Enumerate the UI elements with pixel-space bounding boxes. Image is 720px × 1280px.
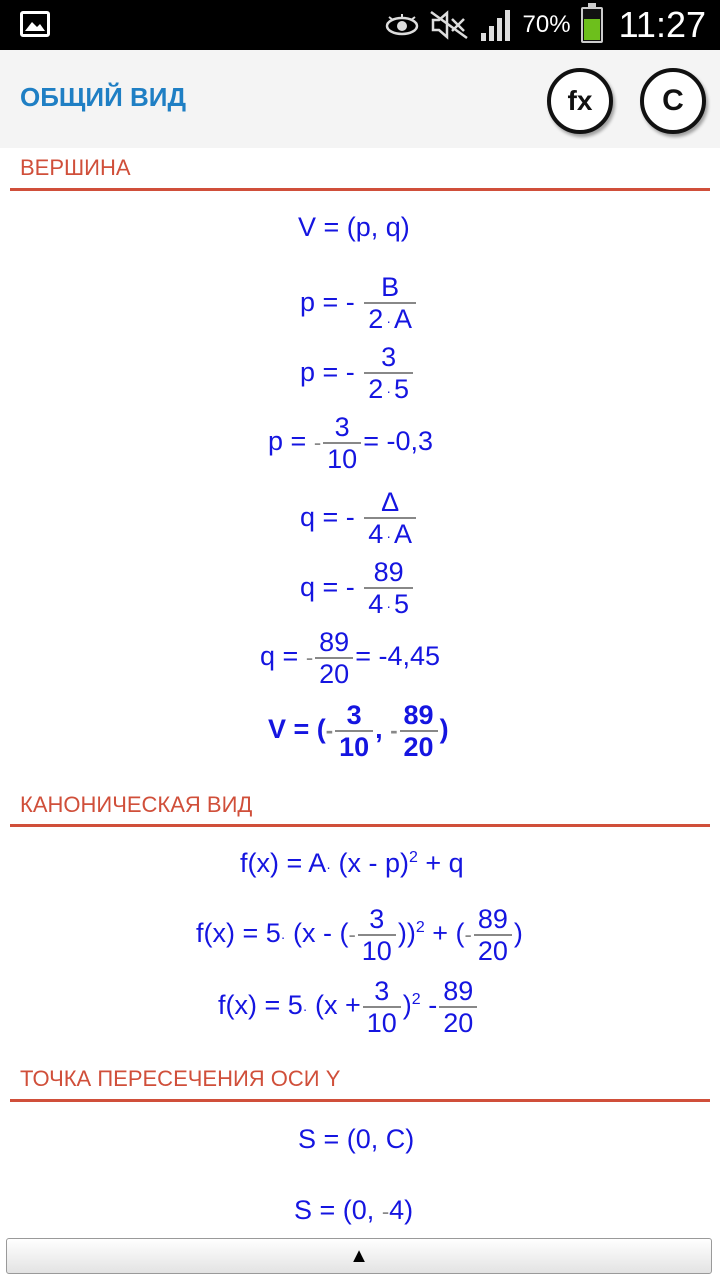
formula-canonical-result: f(x) = 5· (x + $\frac{3}{10}$ )$^2$ - $\frac{89}{20}$ <box>218 976 479 1038</box>
section-divider <box>10 1099 710 1102</box>
section-title-y-intercept: ТОЧКА ПЕРЕСЕЧЕНИЯ ОСИ Y <box>20 1066 341 1091</box>
signal-icon <box>479 9 513 41</box>
status-bar <box>0 0 720 50</box>
formula-canonical-general: f(x) = A· (x - p)$^2$ + q <box>240 848 464 878</box>
mute-icon <box>429 10 469 40</box>
formula-p-general: p = - $\frac{B}{2 \cdot A}$ <box>300 272 418 336</box>
section-title-canonical: КАНОНИЧЕСКАЯ ВИД <box>20 792 253 817</box>
formula-p-result: p = - $\frac{3}{10}$ = -0,3 <box>268 412 433 474</box>
expand-button[interactable] <box>6 1238 712 1274</box>
formula-vertex-result: V = (- $\frac{3}{10}$ , - $\frac{89}{20}$ ) <box>268 700 449 762</box>
section-divider <box>10 824 710 827</box>
app-header <box>0 50 720 148</box>
fx-button[interactable] <box>547 68 613 134</box>
clock: 11:27 <box>618 4 706 45</box>
formula-q-substituted: q = - $\frac{89}{4 \cdot 5}$ <box>300 557 415 621</box>
arrow-up-icon: ▲ <box>349 1244 369 1267</box>
gallery-icon <box>20 11 50 37</box>
eye-icon <box>385 12 419 38</box>
c-button[interactable] <box>640 68 706 134</box>
formula-q-result: q = - $\frac{89}{20}$ = -4,45 <box>260 627 440 689</box>
formula-p-substituted: p = - $\frac{3}{2 \cdot 5}$ <box>300 342 415 406</box>
battery-icon <box>581 7 603 43</box>
page-title: ОБЩИЙ ВИД <box>20 82 186 112</box>
formula-vertex-def: V = (p, q) <box>298 212 410 242</box>
battery-percent: 70% <box>522 11 571 38</box>
formula-q-general: q = - $\frac{\Delta}{4 \cdot A}$ <box>300 487 418 551</box>
formula-canonical-substituted: f(x) = 5· (x - (- $\frac{3}{10}$ ))$^2$ + (- $\frac{89}{20}$ ) <box>196 904 523 966</box>
fx-button-label: fx <box>567 85 593 116</box>
formula-y-intercept-general: S = (0, C) <box>298 1124 415 1154</box>
formula-y-intercept-result: S = (0, -4) <box>294 1195 414 1225</box>
section-divider <box>10 188 710 191</box>
section-title-vertex: ВЕРШИНА <box>20 155 131 180</box>
c-button-label: C <box>662 84 684 117</box>
